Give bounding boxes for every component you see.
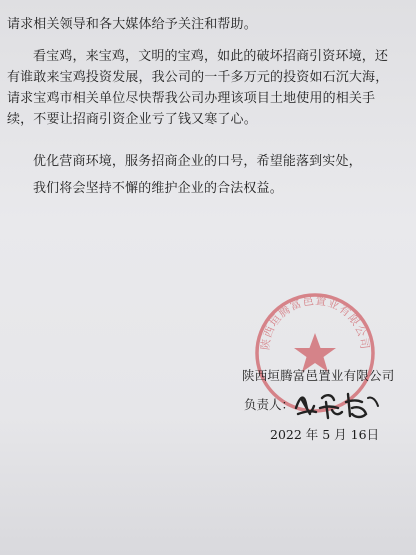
paragraph-rights-protection: 我们将会坚持不懈的维护企业的合法权益。 (33, 181, 283, 196)
representative-label: 负责人： (244, 397, 295, 412)
paragraph-request-attention: 请求相关领导和各大媒体给予关注和帮助。 (7, 17, 257, 32)
company-name: 陕西垣腾富邑置业有限公司 (242, 368, 395, 383)
handwritten-signature-icon (292, 386, 384, 426)
svg-text:陕西垣腾富邑置业有限公司: 陕西垣腾富邑置业有限公司 (258, 294, 372, 351)
paragraph-business-environment: 优化营商环境，服务招商企业的口号，希望能落到实处， (33, 154, 362, 169)
document-date: 2022 年 5 月 16日 (270, 427, 380, 442)
paragraph-investment-complaint: 看宝鸡，来宝鸡，文明的宝鸡，如此的破坏招商引资环境，还有谁敢来宝鸡投资发展，我公司的一千多万元的投资如石沉大海，请求宝鸡市相关单位尽快帮我公司办理该项目土地使用的相关手续，不要让招商引资企业亏了钱又寒了心。 (7, 49, 389, 127)
